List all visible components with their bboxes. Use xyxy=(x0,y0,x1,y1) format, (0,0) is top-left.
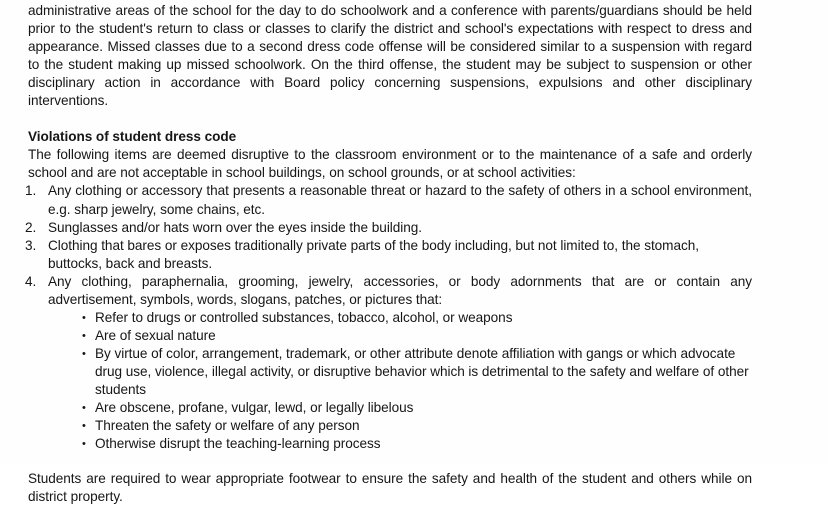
list-item xyxy=(25,273,752,309)
bullet-marker-icon: • xyxy=(82,420,86,433)
list-item-number: 4. xyxy=(25,273,37,289)
list-item xyxy=(28,435,752,453)
violations-bullet-list xyxy=(28,309,752,453)
section-intro-paragraph: The following items are deemed disruptive to the classroom environment or to the maintenance of a safe and orderly school and are not acceptable in school buildings, on school grounds, or at school activities: xyxy=(28,147,752,181)
closing-spacer xyxy=(28,453,752,470)
list-item xyxy=(28,417,752,435)
bullet-marker-icon: • xyxy=(82,311,86,324)
list-item xyxy=(28,399,752,417)
list-item xyxy=(28,309,752,327)
list-item-text: Are obscene, profane, vulgar, lewd, or legally libelous xyxy=(95,400,414,416)
list-item-text: Any clothing, paraphernalia, grooming, jewelry, accessories, or body adornments that are or contain any advertisement, symbols, words, slogans, patches, or pictures that: xyxy=(48,273,752,307)
list-item-text: Are of sexual nature xyxy=(95,327,216,343)
list-item-text: Refer to drugs or controlled substances, tobacco, alcohol, or weapons xyxy=(95,309,513,325)
list-item xyxy=(28,327,752,345)
violations-numbered-list xyxy=(25,182,752,308)
bullet-marker-icon: • xyxy=(82,329,86,342)
list-item-text: Threaten the safety or welfare of any person xyxy=(95,418,360,434)
document-body xyxy=(25,2,752,506)
bullet-marker-icon: • xyxy=(82,347,86,360)
list-item-text: Any clothing or accessory that presents a reasonable threat or hazard to the safety of others in a school environment, e.g. sharp jewelry, some chains, etc. xyxy=(48,183,752,217)
list-item-number: 1. xyxy=(25,183,37,199)
list-item xyxy=(25,219,752,237)
list-item-text: Otherwise disrupt the teaching-learning process xyxy=(95,436,381,452)
section-heading-violations: Violations of student dress code xyxy=(28,129,237,145)
list-item-number: 3. xyxy=(25,237,37,253)
bullet-marker-icon: • xyxy=(82,438,86,451)
list-item xyxy=(25,237,752,273)
list-item-text: By virtue of color, arrangement, trademark, or other attribute denote affiliation with gangs or which advocate drug use, violence, illegal activity, or disruptive behavior which is detrimental to the safety and welfare of other students xyxy=(95,345,749,397)
intro-paragraph: administrative areas of the school for the day to do schoolwork and a conference with parents/guardians should be held prior to the student's return to class or classes to clarify the district and school's expectations with respect to dress and appearance. Missed classes due to a second dress code offense will be considered similar to a suspension with regard to the student making up missed schoolwork. On the third offense, the student may be subject to suspension or other disciplinary action in accordance with Board policy concerning suspensions, expulsions and other disciplinary interventions. xyxy=(28,3,752,109)
list-item xyxy=(28,345,752,399)
paragraph-spacer xyxy=(28,110,752,128)
closing-paragraph: Students are required to wear appropriate footwear to ensure the safety and health of the student and others while on district property. xyxy=(28,471,752,505)
list-item-text: Sunglasses and/or hats worn over the eyes inside the building. xyxy=(48,219,422,235)
list-item-number: 2. xyxy=(25,219,37,235)
bullet-marker-icon: • xyxy=(82,402,86,415)
list-item xyxy=(25,182,752,218)
list-item-text: Clothing that bares or exposes traditionally private parts of the body including, but not limited to, the stomach, buttocks, back and breasts. xyxy=(48,237,699,271)
